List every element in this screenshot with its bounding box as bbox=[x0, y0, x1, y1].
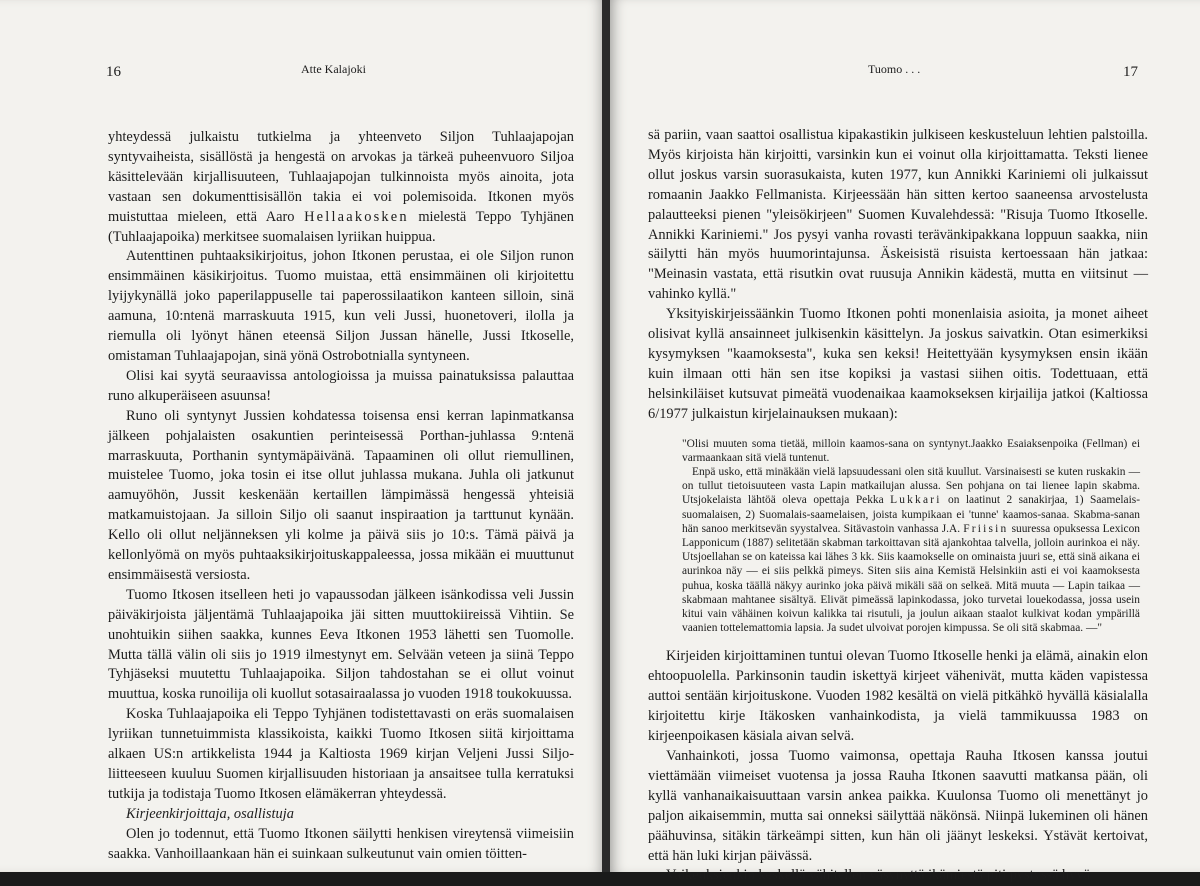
spaced-name: Hellaakosken bbox=[304, 208, 409, 225]
right-body-text bbox=[648, 126, 1148, 886]
paragraph: sä pariin, vaan saattoi osallistua kipakastikin julkiseen keskusteluun lehtien palstoilla. Myös kirjoista hän kirjoitti, varsinkin kun ei voinut olla kirjoittamatta. Teksti lienee ollut joskus varsin suorasukaista, kuten 1977, kun Annikki Kariniemi oli julkaissut romaanin Jaakko Fellmanista. Kirjeessään hän sitten kertoo saaneensa arvostelusta palautteeksi pienen "yleisökirjeen" Suomen Kuvalehdessä: "Risuja Tuomo Itkoselle. Annikki Kariniemi." Jos pysyi vanha rovasti terävänkipakkana loppuun saakka, niin säilytti hän myös huumorintajunsa. Äskeisistä risuista kertoessaan hän jatkaa: "Meinasin vastata, että risutkin ovat ruusuja Annikin kädestä, mutta en viitsinut — vahinko kyllä." bbox=[648, 127, 1148, 303]
running-head: Atte Kalajoki bbox=[301, 62, 366, 76]
page-number: 17 bbox=[1123, 64, 1138, 80]
section-heading: Kirjeenkirjoittaja, osallistuja bbox=[126, 805, 294, 822]
paragraph: Olen jo todennut, että Tuomo Itkonen säilytti henkisen vireytensä viimeisiin saakka. Vanhoillaankaan hän ei suinkaan sulkeutunut vain omien töitten- bbox=[108, 825, 574, 862]
paragraph: Olisi kai syytä seuraavissa antologioissa ja muissa painatuksissa palauttaa runo alkuperäiseen asuunsa! bbox=[108, 367, 574, 404]
page-number: 16 bbox=[106, 64, 121, 80]
spaced-name: Lukkari bbox=[890, 494, 942, 507]
paragraph: Yksityiskirjeissäänkin Tuomo Itkonen pohti monenlaisia asioita, ja monet aiheet olisivat kyllä ansainneet julkisenkin käsittelyn. Ja joskus saivatkin. Otan esimerkiksi kysymyksen "kaamoksesta", kuka sen keksi! Heitettyään kysymyksen ensin ikään kuin ilmaan otti hän sen itse kopiksi ja vastasi siihen oitis. Todettuaan, että helsinkiläiset kutsuvat pimeätä vuodenaikaa kaamokseksen kirjailija jatkoi (Kaltiossa 6/1977 julkaistun kirjelainauksen mukaan): bbox=[648, 306, 1148, 422]
paragraph: Vaikeuksienkin keskellä vähitellen väsynyttä ikämiestä piti pystyssä hyvä bbox=[666, 867, 1091, 884]
block-quote bbox=[682, 437, 1140, 636]
paragraph: Enpä usko, että minäkään vielä lapsuudessani olen sitä kuullut. Varsinaisesti se kuten ruskakin — on tullut tietoisuuteen vasta Lapin matkailujan alussa. Sen pohjana on tai lienee lapin skabma. Utsjokelaista lähtöä oleva opettaja Pekka Lukkari on laatinut 2 sanakirjaa, 1) Saamelais-suomalaisen, 2) Suomalais-saamelaisen, joista kumpikaan ei 'tunne' kaamos-sanaa. Skabma-sanan hän sanoo merkitsevän syystalvea. Sitävastoin vanhassa J.A. Friisin suuressa opuksessa Lexicon Lapponicum (1887) selitetään skabman tarkoittavan sitä ajankohtaa talvella, jolloin aurinkoa ei näy. Utsjoellahan se on kateissa kai lähes 3 kk. Siis kaamokselle on ominaista juuri se, että sinä aikana ei aurinkoa näy — ei siis pelkkä pimeys. Siten siis aina Kemistä Helsinkiin asti ei voi kaamoksesta puhua, koska täällä näkyy aurinko joka päivä mikäli sää on selkeä. Mitä muuta — Lapin taikaa — skabmaan mahtanee sisältyä. Elivät pimeässä lapinkodassa, joko turvetai louekodassa, jossa usein kitui vain vähäinen koivun kalikka tai risutuli, ja joulun aikaan staalot kulkivat kodan ympärillä vaanien tottelemattomia lapsia. Ja sudet ulvoivat porojen kimpussa. Se oli sitä skabmaa. —" bbox=[682, 466, 1141, 635]
paragraph: Autenttinen puhtaaksikirjoitus, johon Itkonen perustaa, ei ole Siljon runon ensimmäinen käsikirjoitus. Tuomo muistaa, että ensimmäinen oli kirjoitettu lyijykynällä joko paperilappuselle tai paperossilaatikon kanteen silloin, sinä aamuna, 10:ntenä marraskuuta 1915, kun veli Jussi, huonetoveri, ilolla ja riemulla oli lyönyt hänen eteensä Siljon Jussan hänelle, Jussi Itkoselle, omistaman Tuhlaajapojan, sinä yönä Ostrobotnialla syntyneen. bbox=[108, 248, 574, 364]
left-page bbox=[0, 0, 604, 872]
paragraph: Vanhainkoti, jossa Tuomo vaimonsa, opettaja Rauha Itkosen kanssa joutui viettämään viimeiset vuotensa ja jossa Rauha Itkonen saavutti matkansa pään, oli kyllä vanhanaikaisuuttaan varsin ankea paikka. Kuulonsa Tuomo oli menettänyt jo paljon aikaisemmin, mutta sai onneksi säilyttää näkönsä. Niinpä lukeminen oli hänen päähuvinsa, sitäkin tärkeämpi sitten, kun hän oli jäänyt leskeksi. Ystävät kertoivat, että hän luki kirjan päivässä. bbox=[648, 747, 1148, 864]
right-page bbox=[610, 0, 1200, 884]
paragraph: Tuomo Itkosen itselleen heti jo vapaussodan jälkeen isänkodissa veli Jussin päiväkirjoista jäljentämä Tuhlaajapoika jäi sitten muuttokiireissä Vihtiin. Se unohtuikin siihen saakka, kunnes Eeva Itkonen 1953 lähetti sen Tuomolle. Mutta tällä välin oli siis jo 1919 ilmestynyt em. Selvään veteen ja siinä Teppo Tyhjäseksi muutettu Tuhlaajapoika. Siljon tahdostahan se ei ollut voinut muuttua, koska runoilija oli kuollut sotasairaalassa jo vuoden 1918 toukokuussa. bbox=[108, 586, 574, 703]
paragraph: Koska Tuhlaajapoika eli Teppo Tyhjänen todistettavasti on eräs suomalaisen lyriikan tunnetuimmista klassikoista, kaikki Tuomo Itkosen siitä kirjoittama alkaen US:n artikkelista 1944 ja Kaltiosta 1969 kirjan Veljeni Jussi Siljo-liitteeseen kuuluu Suomen kirjallisuuden historiaan ja ansaitsee tulla kerratuksi tutkija ja todistaja Tuomo Itkosen elämäkerran yhteydessä. bbox=[108, 706, 574, 802]
running-head: Tuomo . . . bbox=[868, 62, 921, 76]
paragraph: yhteydessä julkaistu tutkielma ja yhteenveto Siljon Tuhlaajapojan syntyvaiheista, sisällöstä ja hengestä on arvokas ja tärkeä puheenvuoro Siljoa käsittelevään kirjallisuuteen, Tuhlaajapojan tulkinnoista myös ainoita, jota vastaan sen dokumenttisisällön takia ei voi polemisoida. Itkonen myös muistuttaa mieleen, että Aaro Hellaakosken mielestä Teppo Tyhjänen (Tuhlaajapoika) merkitsee suomalaisen lyriikan huippua. bbox=[108, 129, 574, 245]
paragraph: Kirjeiden kirjoittaminen tuntui olevan Tuomo Itkoselle henki ja elämä, ainakin elon ehtoopuolella. Parkinsonin taudin iskettyä kirjeet vähenivät, mutta käden vapistessa auttoi sentään kirjoituskone. Vuoden 1982 kesältä on vielä pitkähkö hyvällä käsialalla kirjoitettu kirje Itäkosken vanhainkodista, ja vielä tammikuussa 1983 on kirjeenpoikasen käsiala aivan selvä. bbox=[648, 648, 1148, 745]
paragraph: "Olisi muuten soma tietää, milloin kaamos-sana on syntynyt.Jaakko Esaiaksenpoika (Fellman) ei varmaankaan sitä vielä tuntenut. bbox=[682, 437, 1140, 464]
spaced-name: Friisin bbox=[963, 522, 1009, 535]
paragraph: Runo oli syntynyt Jussien kohdatessa toisensa ensi kerran lapinmatkansa jälkeen pohjalaisten osakuntien perinteisessä Porthan-juhlassa 9:ntenä marraskuuta, Porthanin syntymäpäivänä. Tapaaminen oli ollut riemullinen, muistelee Tuomo, joka tosin ei itse ollut juhlassa mukana. Juhla oli jatkunut aamuyöhön, Jussit keskenään kertaillen lämpimässä hengessä yhteisiä matkamuistojaan. Ja silloin Siljo oli saanut inspiraation ja tarttunut kynään. Kello oli ollut neljänneksen yli kolme ja päivä siis jo 10:s. Tämä päivä ja kellonlyömä on myös puhtaaksikirjoituskappaleessa, jossa mikään ei muuttunut ensimmäisestä versiosta. bbox=[108, 407, 574, 583]
left-body-text bbox=[108, 128, 574, 865]
